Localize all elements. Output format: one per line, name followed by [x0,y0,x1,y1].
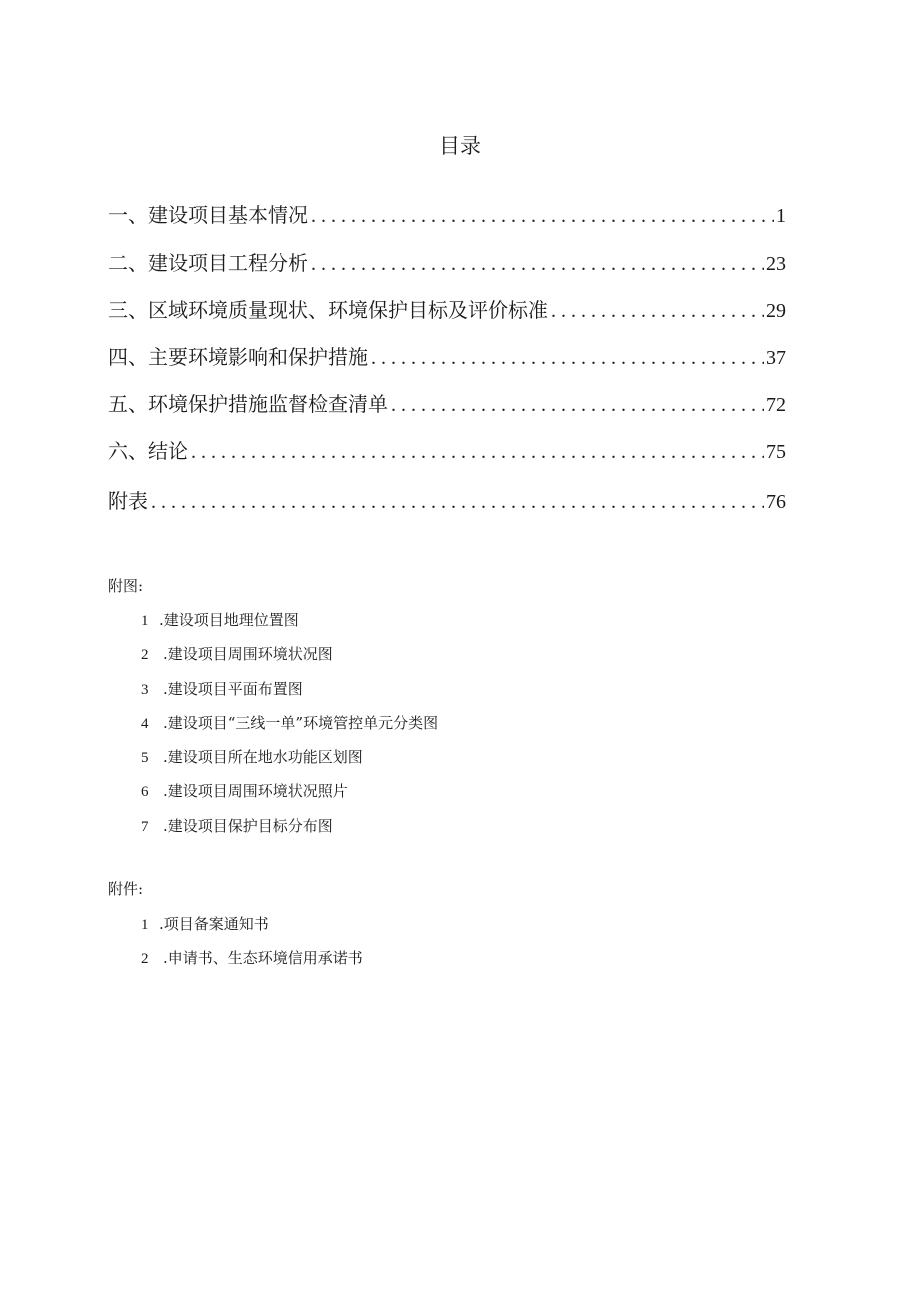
list-item [141,678,438,712]
toc-page-number: 72 [766,394,786,416]
toc-page-number: 37 [766,347,786,369]
attachments-heading: 附件: [108,880,144,898]
list-item-text: .项目备案通知书 [159,915,269,933]
list-item [141,712,438,746]
table-of-contents [108,200,786,516]
toc-page-number: 1 [776,205,786,227]
list-item [141,815,438,849]
toc-row[interactable] [108,342,786,372]
toc-page-number: 23 [766,253,786,275]
list-item [141,746,438,780]
list-item-number: 2 [141,951,149,968]
toc-leader [188,437,764,467]
list-item [141,609,438,643]
toc-row[interactable] [108,248,786,278]
list-item [141,913,363,947]
list-item-text: .建设项目保护目标分布图 [163,816,333,835]
toc-label: 六、结论 [108,439,188,463]
list-item-text: .申请书、生态环境信用承诺书 [163,949,363,968]
toc-leader [368,343,764,373]
list-item-text: .建设项目地理位置图 [159,611,299,629]
toc-label: 三、区域环境质量现状、环境保护目标及评价标准 [108,298,548,322]
list-item-text: .建设项目所在地水功能区划图 [163,748,363,767]
list-item-number: 1 [141,917,149,933]
toc-label: 附表 [108,489,148,513]
attachments-list [141,913,363,982]
list-item [141,947,363,981]
toc-leader [308,249,764,279]
list-item-number: 7 [141,818,149,835]
page-title: 目录 [439,134,481,158]
toc-leader [548,296,764,326]
figures-heading: 附图: [108,577,144,595]
toc-leader [308,201,774,231]
toc-label: 五、环境保护措施监督检查清单 [108,392,388,416]
list-item-text: .建设项目平面布置图 [163,679,303,698]
list-item-text: .建设项目“三线一单”环境管控单元分类图 [163,713,439,732]
toc-row[interactable] [108,389,786,419]
list-item-number: 1 [141,613,149,629]
list-item-number: 2 [141,647,149,664]
toc-label: 一、建设项目基本情况 [108,203,308,227]
list-item-text: .建设项目周围环境状况照片 [163,782,348,801]
list-item [141,643,438,677]
toc-page-number: 76 [766,491,786,513]
toc-page-number: 75 [766,441,786,463]
toc-row[interactable] [108,436,786,466]
list-item-number: 3 [141,681,149,698]
toc-label: 二、建设项目工程分析 [108,251,308,275]
toc-leader [148,487,764,517]
toc-row[interactable] [108,200,786,230]
toc-row[interactable] [108,486,786,516]
figures-list [141,609,438,849]
toc-label: 四、主要环境影响和保护措施 [108,345,368,369]
toc-leader [388,390,764,420]
toc-row[interactable] [108,295,786,325]
list-item-text: .建设项目周围环境状况图 [163,645,333,664]
list-item-number: 6 [141,784,149,801]
list-item [141,780,438,814]
list-item-number: 4 [141,715,149,732]
toc-page-number: 29 [766,300,786,322]
list-item-number: 5 [141,750,149,767]
